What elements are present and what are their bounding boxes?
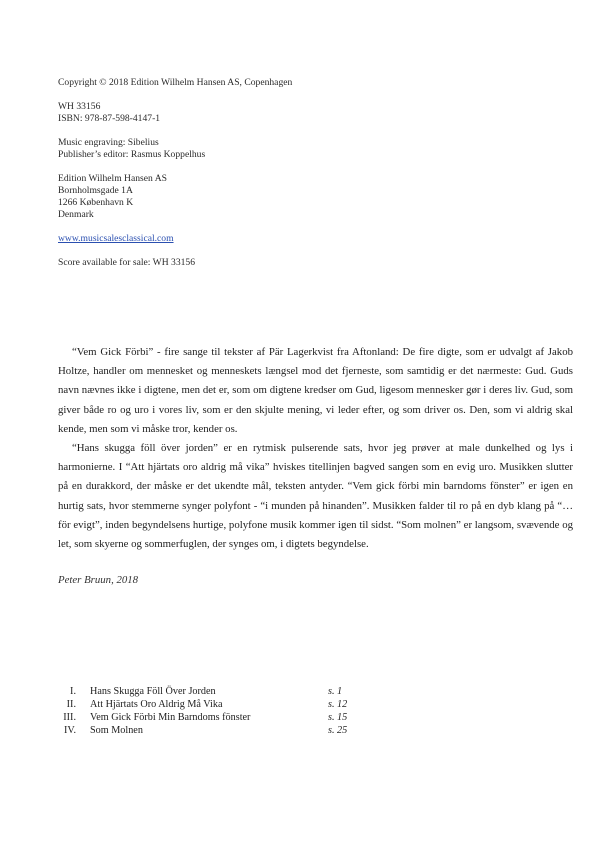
toc-title: Hans Skugga Föll Över Jorden	[90, 686, 216, 697]
author-signature: Peter Bruun, 2018	[58, 574, 139, 586]
street-address: Bornholmsgade 1A	[58, 185, 133, 196]
catalog-number: WH 33156	[58, 101, 101, 112]
toc-entry[interactable]	[58, 685, 347, 698]
score-availability: Score available for sale: WH 33156	[58, 257, 196, 268]
toc-entry[interactable]	[58, 698, 347, 711]
address-block	[58, 173, 292, 221]
toc-entry[interactable]	[58, 724, 347, 737]
toc-page: s. 25	[328, 725, 348, 736]
toc-title: Som Molnen	[90, 725, 143, 736]
toc-page: s. 1	[328, 686, 343, 697]
country: Denmark	[58, 209, 94, 220]
toc-number: III.	[63, 712, 76, 723]
toc-number: IV.	[64, 725, 76, 736]
toc-title: Att Hjärtats Oro Aldrig Må Vika	[90, 699, 223, 710]
credits-block	[58, 137, 292, 161]
catalog-block	[58, 101, 292, 125]
toc-page: s. 15	[328, 712, 348, 723]
copyright-block	[58, 77, 292, 89]
isbn: ISBN: 978-87-598-4147-1	[58, 113, 161, 124]
intro-paragraph-1: “Vem Gick Förbi” - fire sange til tekster af Pär Lagerkvist fra Aftonland: De fire digte, som er udvalgt af Jakob Holtze, handler om mennesket og menneskets længsel mod det fjerneste, som samtidig er det nærmeste: Gud. Guds navn nævnes ikke i digtene, men det er, som om digtene kredser om Gud, ligesom mennesker gør i deres liv. Gud, som giver både ro og uro i vores liv, som er den skjulte mening, vi leder efter, og som driver os. Den, som vi aldrig skal kende, men som vi måske tror, kender os.	[58, 346, 573, 435]
intro-paragraph-2: “Hans skugga föll över jorden” er en rytmisk pulserende sats, hvor jeg prøver at male dunkelhed og lys i harmonierne. I “Att hjärtats oro aldrig må vika” hviskes titellinjen bagved sangen som en evig uro. Musikken slutter på en durakkord, der måske er det ukendte mål, teksten antyder. “Vem gick förbi min barndoms fönster” er igen en hurtig sats, hvor stemmerne synger polyfont - “i munden på hinanden”. Musikken falder til ro på en dyb klang på “…för evigt”, inden begyndelsens hurtige, polyfone musik kommer igen til sidst. “Som molnen” er langsom, svævende og let, som skyerne og sommerfuglen, der synges om, i digtets begyndelse.	[58, 442, 573, 551]
website-block	[58, 233, 292, 245]
publication-info	[58, 77, 292, 281]
copyright-line: Copyright © 2018 Edition Wilhelm Hansen AS, Copenhagen	[58, 77, 293, 88]
score-note-block	[58, 257, 292, 269]
table-of-contents	[58, 685, 347, 737]
engraving-credit: Music engraving: Sibelius	[58, 137, 159, 148]
editor-credit: Publisher’s editor: Rasmus Koppelhus	[58, 149, 206, 160]
toc-page: s. 12	[328, 699, 348, 710]
toc-entry[interactable]	[58, 711, 347, 724]
introduction-text	[58, 343, 573, 554]
toc-number: I.	[70, 686, 76, 697]
city-address: 1266 København K	[58, 197, 134, 208]
toc-title: Vem Gick Förbi Min Barndoms fönster	[90, 712, 251, 723]
toc-number: II.	[66, 699, 76, 710]
website-link[interactable]: www.musicsalesclassical.com	[58, 233, 174, 244]
publisher-name: Edition Wilhelm Hansen AS	[58, 173, 167, 184]
